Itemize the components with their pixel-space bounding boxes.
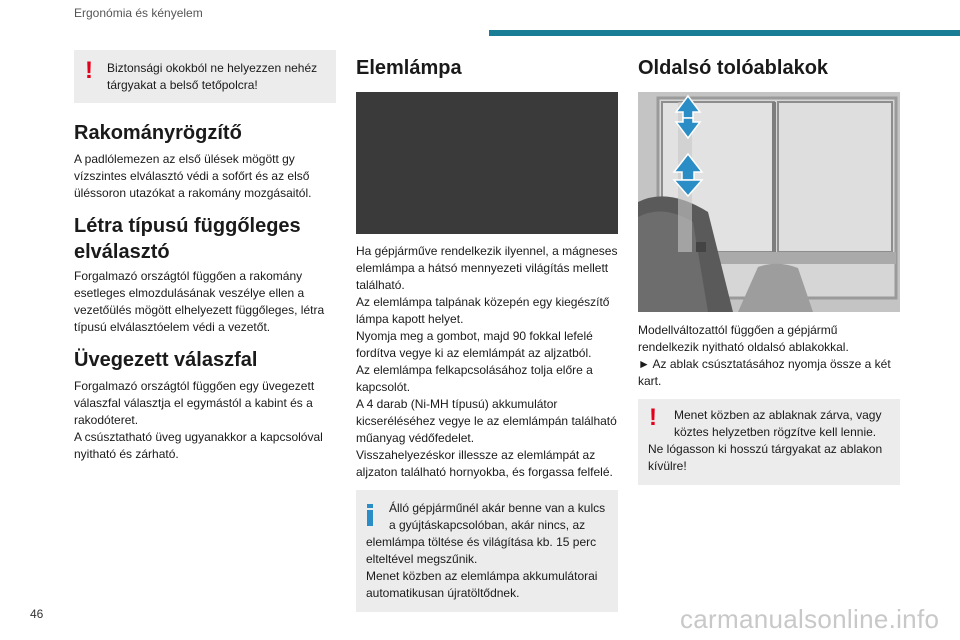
sliding-window-image (638, 92, 900, 312)
section-body-letra: Forgalmazó országtól függően a rakomány esetleges elmozdulásának veszélye ellen a vezetőülés mögött elhelyezett függőleges, létra típusú elválasztóelem védi a vezetőt. (74, 269, 325, 334)
exclamation-icon: ! (85, 57, 93, 84)
info-text-rest: elemlámpa töltése és világítása kb. 15 perc elteltével megszűnik. Menet közben az elemlámpa akkumulátorai automatikusan újratöltődnek. (366, 535, 598, 600)
section-title-letra: Létra típusú függőleges elválasztó (74, 215, 301, 263)
warning-box (638, 399, 900, 485)
warning-text-rest: Ne lógasson ki hosszú tárgyakat az ablakon kívülre! (648, 442, 883, 473)
body-line: Visszahelyezéskor illessze az elemlámpát az aljzaton található hornyokba, és forgassa felfelé. (356, 448, 613, 479)
exclamation-icon: ! (649, 404, 657, 431)
info-text-first: Álló gépjárműnél akár benne van a kulcs a gyújtáskapcsolóban, akár nincs, az (389, 501, 606, 532)
sliding-window-body: Modellváltozattól függően a gépjármű rendelkezik nyitható oldalsó ablakokkal. (638, 323, 849, 354)
body-line: Az elemlámpa talpának közepén egy kiegészítő lámpa kapott helyet. (356, 295, 610, 326)
body-line: Az elemlámpa felkapcsolásához tolja előre a kapcsolót. (356, 363, 593, 394)
warning-box (74, 50, 336, 103)
column-3 (638, 50, 900, 485)
header-accent-bar (489, 30, 960, 36)
body-line: Nyomja meg a gombot, majd 90 fokkal lefelé fordítva vegye ki az elemlámpát az aljzatból. (356, 329, 593, 360)
section-header: Ergonómia és kényelem (74, 6, 203, 20)
section-title-oldalso: Oldalsó tolóablakok (638, 57, 829, 79)
column-1 (74, 50, 336, 463)
flashlight-body (356, 243, 618, 481)
warning-text-first: Menet közben az ablaknak zárva, vagy köztes helyzetben rögzítve kell lennie. (674, 408, 882, 439)
body-line: Ha gépjárműve rendelkezik ilyennel, a mágneses elemlámpa a hátsó mennyezeti világítás mellett található. (356, 244, 618, 292)
page-number: 46 (30, 607, 44, 621)
section-body-uvegezett: Forgalmazó országtól függően egy üvegezett válaszfal választja el egymástól a kabint és a rakodóteret. A csúsztatható üveg ugyanakkor a kapcsolóval nyitható és zárható. (74, 379, 323, 461)
section-title-uvegezett: Üvegezett válaszfal (74, 349, 258, 371)
section-body-rakomanyrogzito: A padlólemezen az első ülések mögött gy vízszintes elválasztó védi a sofőrt és az első üléssoron utazókat a rakomány mozgásaitól. (74, 152, 312, 200)
column-2 (356, 50, 618, 612)
warning-text: Biztonsági okokból ne helyezzen nehéz tárgyakat a belső tetőpolcra! (107, 61, 318, 92)
watermark: carmanualsonline.info (680, 604, 940, 634)
section-title-elemlampa: Elemlámpa (356, 57, 462, 79)
sliding-window-step: ► Az ablak csúsztatásához nyomja össze a két kart. (638, 357, 891, 388)
info-icon (367, 504, 373, 526)
info-box (356, 490, 618, 612)
body-line: A 4 darab (Ni-MH típusú) akkumulátor kicseréléséhez vegye le az elemlámpán található műanyag védőfedelet. (356, 397, 617, 445)
section-title-rakomanyrogzito: Rakományrögzítő (74, 122, 242, 144)
flashlight-image (356, 92, 618, 234)
window-illustration (638, 92, 900, 312)
